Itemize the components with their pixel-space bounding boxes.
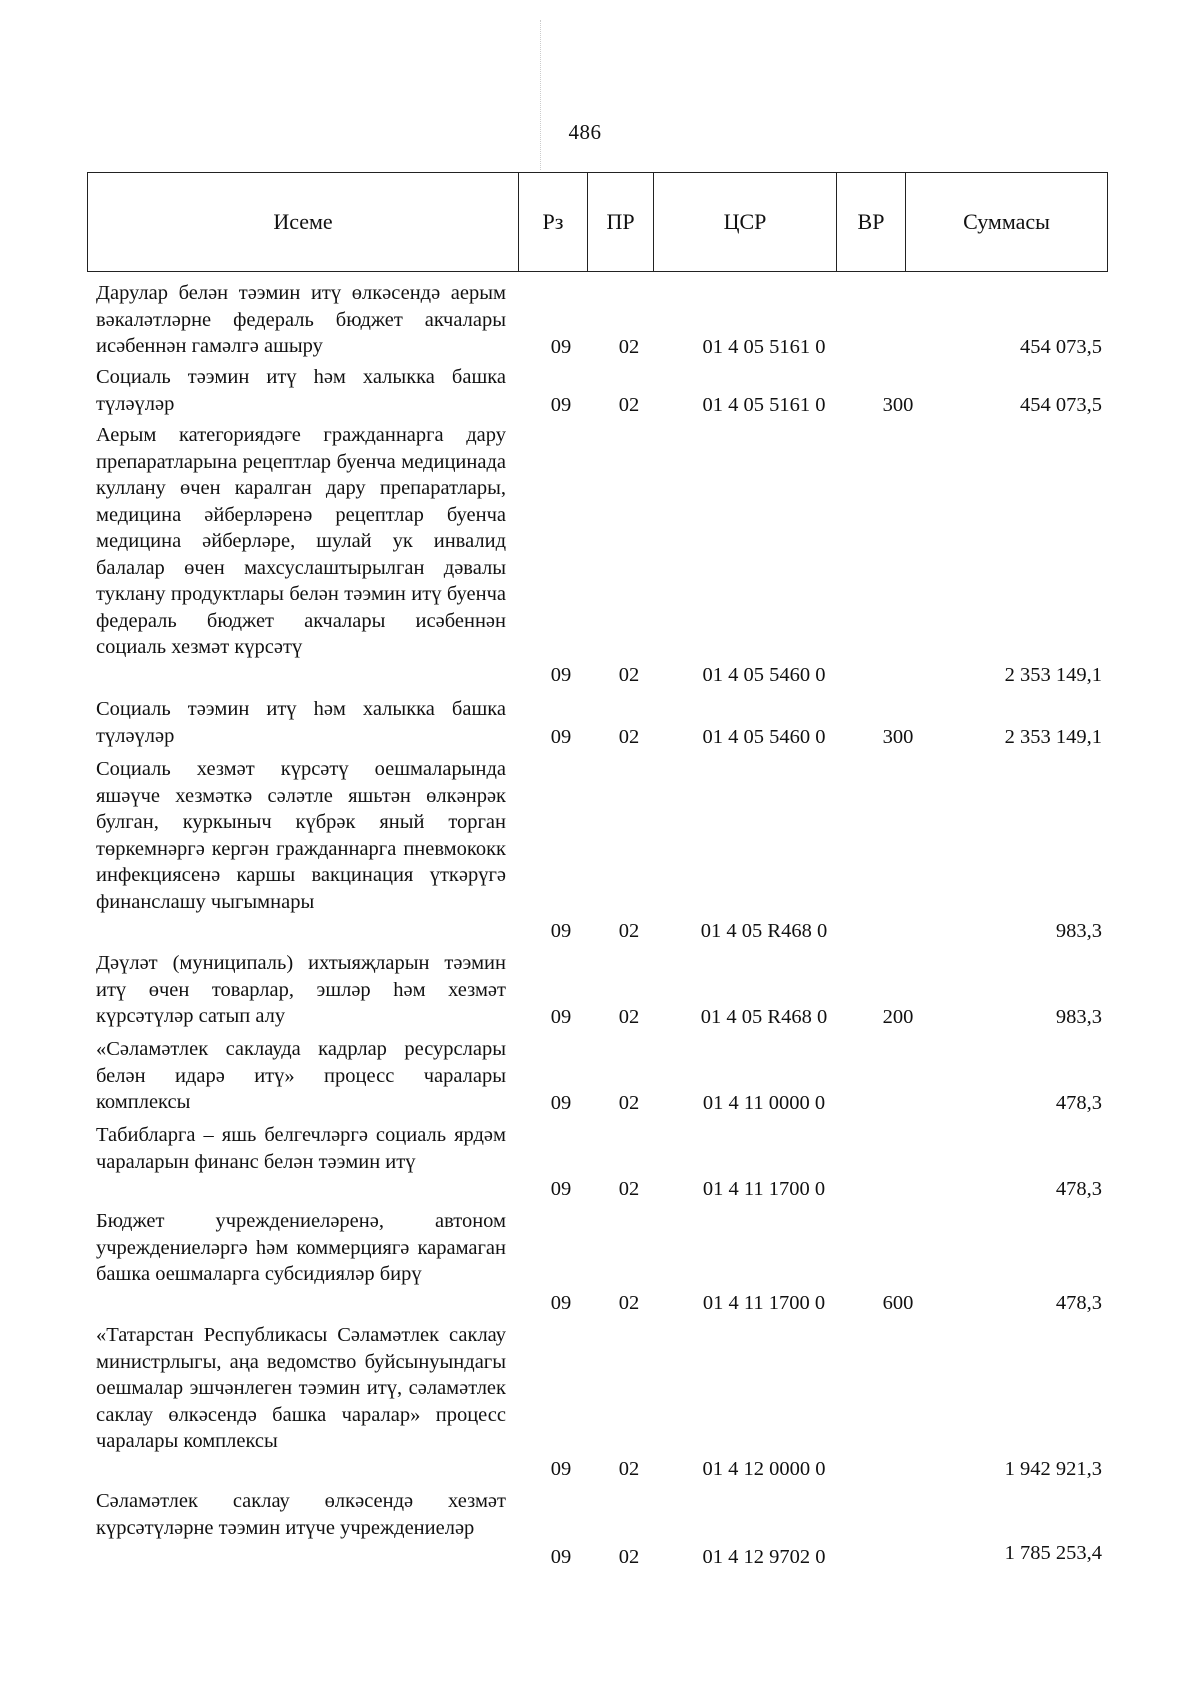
row-csr: 01 4 05 5161 0 <box>702 335 826 358</box>
row-csr: 01 4 05 R468 0 <box>700 1005 828 1028</box>
row-name: Аерым категориядәге гражданнарга дару препаратларына рецептлар буенча медицинада куллану өчен каралган дару препаратлары, медицина әйберләренә рецептлар буенча медицина әйберләре, шулай ук инвалид балалар өчен махсуслаштырылган дәвалы туклану продуктлары белән тәэмин итү буенча федераль бюджет акчалары исәбеннән социаль хезмәт күрсәтү <box>96 424 506 658</box>
scan-artifact-line <box>540 20 541 170</box>
row-pr: 02 <box>618 663 640 686</box>
row-pr: 02 <box>618 1457 640 1480</box>
row-name: «Татарстан Республикасы Сәламәтлек саклау министрлыгы, аңа ведомство буйсынуындагы оешмалар эшчәнлеген тәэмин итү, сәламәтлек саклау өлкәсендә башка чаралар» процесс чаралары комплексы <box>96 1324 506 1452</box>
row-sum: 2 353 149,1 <box>1004 725 1102 748</box>
column-header-sum: Суммасы <box>906 173 1108 272</box>
row-csr: 01 4 12 0000 0 <box>702 1457 826 1480</box>
row-vr: 200 <box>882 1005 914 1028</box>
row-name: Дарулар белән тәэмин итү өлкәсендә аерым вәкаләтләрне федераль бюджет акчалары исәбеннән гамәлгә ашыру <box>96 282 506 357</box>
page-number: 486 <box>568 120 602 144</box>
row-csr: 01 4 12 9702 0 <box>702 1545 826 1568</box>
table-row <box>96 280 1106 360</box>
row-vr: 600 <box>882 1291 914 1314</box>
table-header <box>87 172 1108 272</box>
row-csr: 01 4 05 5460 0 <box>702 725 826 748</box>
row-csr: 01 4 05 R468 0 <box>700 919 828 942</box>
row-csr: 01 4 11 0000 0 <box>702 1091 826 1114</box>
row-vr: 300 <box>882 393 914 416</box>
table-row <box>96 1036 1106 1116</box>
row-sum: 478,3 <box>1055 1091 1102 1114</box>
row-name: Социаль хезмәт күрсәтү оешмаларында яшәүче хезмәткә сәләтле яшьтән өлкәнрәк булган, куркыныч күбрәк яный торган төркемнәргә кергән гражданнарга пневмококк инфекциясенә каршы вакцинация үткәрүгә финанслашу чыгымнары <box>96 758 506 913</box>
table-row <box>96 1122 1106 1202</box>
row-rz: 09 <box>550 1291 572 1314</box>
row-sum: 478,3 <box>1055 1177 1102 1200</box>
row-name: Социаль тәэмин итү һәм халыкка башка түләүләр <box>96 366 506 415</box>
column-header-name: Исеме <box>88 173 519 272</box>
row-rz: 09 <box>550 725 572 748</box>
row-rz: 09 <box>550 663 572 686</box>
table-row <box>96 756 1106 944</box>
row-csr: 01 4 05 5161 0 <box>702 393 826 416</box>
row-name: Сәламәтлек саклау өлкәсендә хезмәт күрсәтүләрне тәэмин итүче учреждениеләр <box>96 1490 506 1539</box>
row-csr: 01 4 11 1700 0 <box>702 1177 826 1200</box>
row-name: Социаль тәэмин итү һәм халыкка башка түләүләр <box>96 698 506 747</box>
row-rz: 09 <box>550 1177 572 1200</box>
row-pr: 02 <box>618 919 640 942</box>
row-sum: 454 073,5 <box>1020 393 1102 416</box>
row-name: Дәүләт (муниципаль) ихтыяҗларын тәэмин итү өчен товарлар, эшләр һәм хезмәт күрсәтүләр сатып алу <box>96 952 506 1027</box>
row-name: Табибларга – яшь белгечләргә социаль ярдәм чараларын финанс белән тәэмин итү <box>96 1124 506 1173</box>
row-vr: 300 <box>882 725 914 748</box>
column-header-vr: ВР <box>837 173 906 272</box>
row-sum: 1 785 253,4 <box>1004 1541 1102 1564</box>
row-pr: 02 <box>618 335 640 358</box>
table-row <box>96 950 1106 1030</box>
row-rz: 09 <box>550 1457 572 1480</box>
row-sum: 983,3 <box>1055 1005 1102 1028</box>
row-rz: 09 <box>550 1545 572 1568</box>
table-row <box>96 696 1106 750</box>
row-sum: 1 942 921,3 <box>1004 1457 1102 1480</box>
row-sum: 2 353 149,1 <box>1004 663 1102 686</box>
row-pr: 02 <box>618 1291 640 1314</box>
table-row <box>96 364 1106 418</box>
table-row <box>96 422 1106 688</box>
row-csr: 01 4 05 5460 0 <box>702 663 826 686</box>
row-sum: 478,3 <box>1055 1291 1102 1314</box>
row-csr: 01 4 11 1700 0 <box>702 1291 826 1314</box>
column-header-rz: Рз <box>519 173 588 272</box>
column-header-csr: ЦСР <box>654 173 837 272</box>
row-rz: 09 <box>550 1005 572 1028</box>
table-row <box>96 1322 1106 1482</box>
row-pr: 02 <box>618 725 640 748</box>
row-sum: 454 073,5 <box>1020 335 1102 358</box>
row-name: Бюджет учреждениеләренә, автоном учреждениеләргә һәм коммерциягә карамаган башка оешмаларга субсидияләр бирү <box>96 1210 506 1285</box>
row-rz: 09 <box>550 919 572 942</box>
row-pr: 02 <box>618 1545 640 1568</box>
row-pr: 02 <box>618 393 640 416</box>
row-pr: 02 <box>618 1005 640 1028</box>
row-rz: 09 <box>550 393 572 416</box>
column-header-pr: ПР <box>588 173 654 272</box>
row-pr: 02 <box>618 1091 640 1114</box>
table-row <box>96 1488 1106 1570</box>
row-rz: 09 <box>550 335 572 358</box>
row-rz: 09 <box>550 1091 572 1114</box>
table-row <box>96 1208 1106 1316</box>
row-sum: 983,3 <box>1055 919 1102 942</box>
row-name: «Сәламәтлек саклауда кадрлар ресурслары белән идарә итү» процесс чаралары комплексы <box>96 1038 506 1113</box>
row-pr: 02 <box>618 1177 640 1200</box>
